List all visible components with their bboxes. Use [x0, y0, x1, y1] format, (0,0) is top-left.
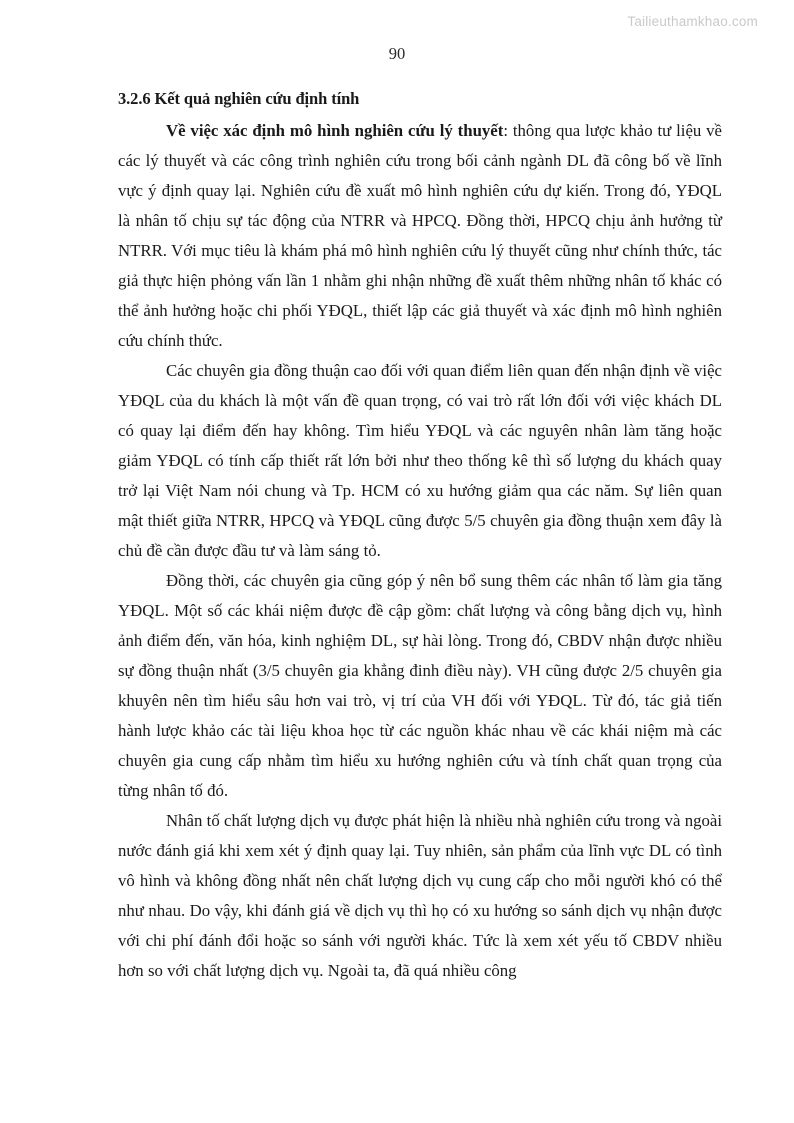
paragraph-1 — [118, 116, 722, 356]
paragraph-3-body: Đồng thời, các chuyên gia cũng góp ý nên bổ sung thêm các nhân tố làm gia tăng YĐQL. Một số các khái niệm được đề cập gồm: chất lượng và công bằng dịch vụ, hình ảnh điểm đến, văn hóa, kinh nghiệm DL, sự hài lòng. Trong đó, CBDV nhận được nhiều sự đồng thuận nhất (3/5 chuyên gia khẳng đinh điều này). VH cũng được 2/5 chuyên gia khuyên nên tìm hiểu sâu hơn vai trò, vị trí của VH đối với YĐQL. Từ đó, tác giả tiến hành lược khảo các tài liệu khoa học từ các nguồn khác nhau về các khái niệm mà các chuyên gia cung cấp nhằm tìm hiểu xu hướng nghiên cứu và tính chất quan trọng của từng nhân tố đó. — [118, 571, 722, 800]
paragraph-4 — [118, 806, 722, 986]
paragraph-3 — [118, 566, 722, 806]
paragraph-2-body: Các chuyên gia đồng thuận cao đối với quan điểm liên quan đến nhận định về việc YĐQL của du khách là một vấn đề quan trọng, có vai trò rất lớn đối với việc khách DL có quay lại điểm đến hay không. Tìm hiểu YĐQL và các nguyên nhân làm tăng hoặc giảm YĐQL có tính cấp thiết rất lớn bởi như theo thống kê thì số lượng du khách quay trở lại Việt Nam nói chung và Tp. HCM có xu hướng giảm qua các năm. Sự liên quan mật thiết giữa NTRR, HPCQ và YĐQL cũng được 5/5 chuyên gia đồng thuận xem đây là chủ đề cần được đầu tư và làm sáng tỏ. — [118, 361, 722, 560]
section-heading: 3.2.6 Kết quả nghiên cứu định tính — [118, 89, 360, 108]
page-content — [118, 84, 722, 986]
watermark-text: Tailieuthamkhao.com — [627, 14, 758, 29]
paragraph-1-body: : thông qua lược khảo tư liệu về các lý thuyết và các công trình nghiên cứu trong bối cảnh ngành DL đã công bố về lĩnh vực ý định quay lại. Nghiên cứu đề xuất mô hình nghiên cứu dự kiến. Trong đó, YĐQL là nhân tố chịu sự tác động của NTRR và HPCQ. Đồng thời, HPCQ chịu ảnh hưởng từ NTRR. Với mục tiêu là khám phá mô hình nghiên cứu lý thuyết cũng như chính thức, tác giả thực hiện phỏng vấn lần 1 nhằm ghi nhận những đề xuất thêm những nhân tố khác có thể ảnh hưởng hoặc chi phối YĐQL, thiết lập các giả thuyết và xác định mô hình nghiên cứu chính thức. — [118, 121, 722, 350]
paragraph-4-body: Nhân tố chất lượng dịch vụ được phát hiện là nhiều nhà nghiên cứu trong và ngoài nước đánh giá khi xem xét ý định quay lại. Tuy nhiên, sản phẩm của lĩnh vực DL có tình vô hình và không đồng nhất nên chất lượng dịch vụ cung cấp cho mỗi người khó có thể như nhau. Do vậy, khi đánh giá về dịch vụ thì họ có xu hướng so sánh dịch vụ nhận được với chi phí đánh đổi hoặc so sánh với người khác. Tức là xem xét yếu tố CBDV nhiều hơn so với chất lượng dịch vụ. Ngoài ta, đã quá nhiều công — [118, 811, 722, 980]
paragraph-2 — [118, 356, 722, 566]
page-number: 90 — [388, 44, 406, 63]
paragraph-1-lead: Về việc xác định mô hình nghiên cứu lý thuyết — [166, 121, 504, 140]
